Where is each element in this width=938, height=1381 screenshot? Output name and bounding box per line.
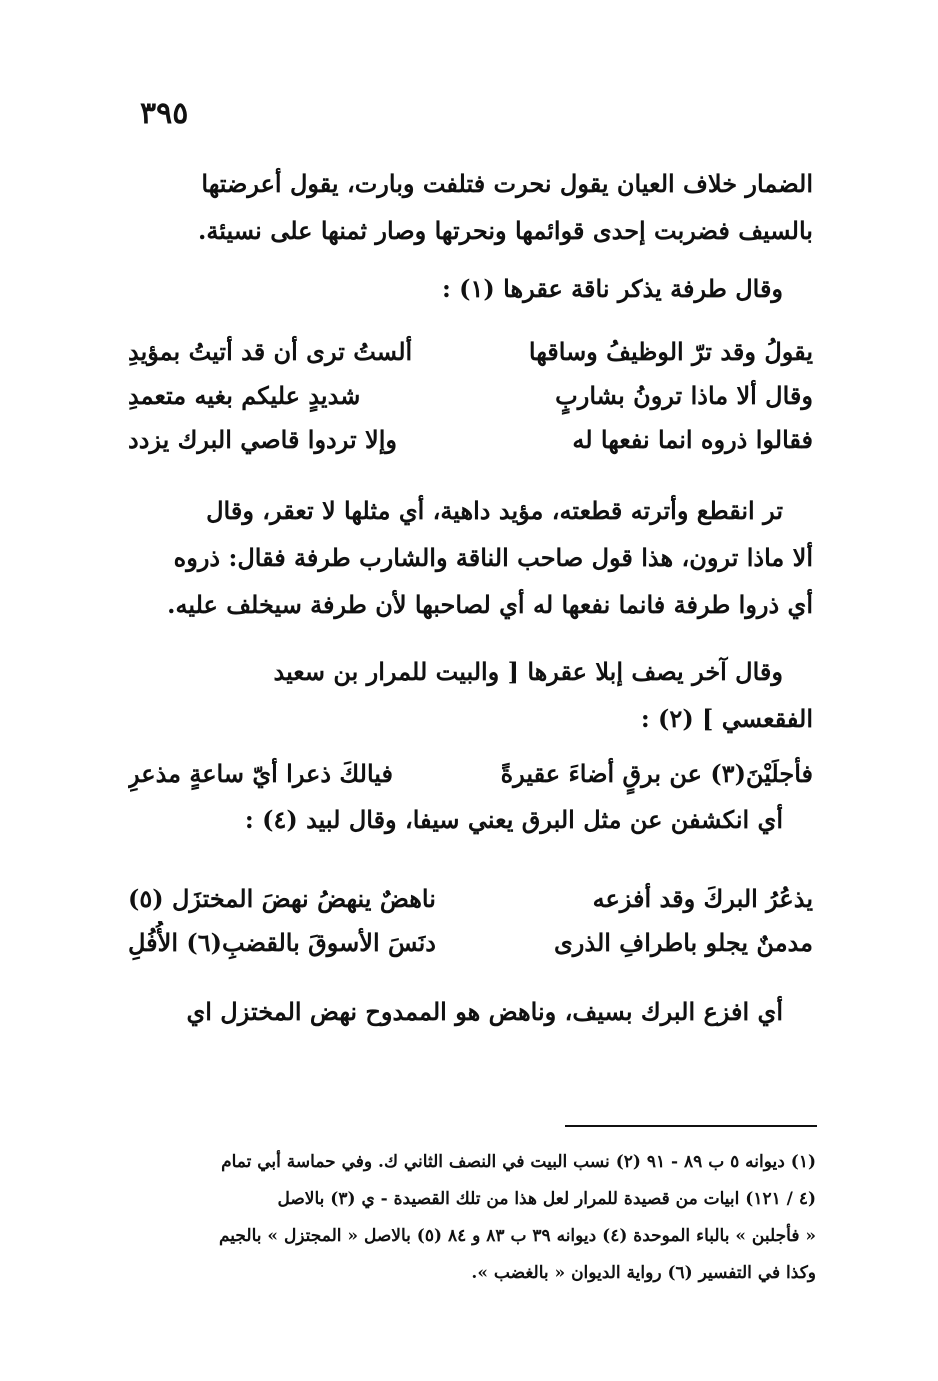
paragraph-line: بالسيف فضربت إحدى قوائمها ونحرتها وصار ثمنها على نسيئة. — [198, 216, 813, 245]
paragraph-line: أي انكشفن عن مثل البرق يعني سيفا، وقال لبيد (٤) : — [244, 805, 783, 834]
poem-intro-line: وقال طرفة يذكر ناقة عقرها (١) : — [441, 274, 783, 303]
footnote-line: (١) ديوانه ٥ ب ٨٩ - ٩١ (٢) نسب البيت في النصف الثاني ك. وفي حماسة أبي تمام — [221, 1152, 816, 1172]
poem-intro-1 — [128, 265, 813, 312]
verse-first-hemistich: فقالوا ذروه انما نفعها له — [572, 425, 813, 454]
poem-2 — [128, 752, 813, 796]
poem-intro-line: وقال آخر يصف إبلا عقرها [ والبيت للمرار بن سعيد — [273, 657, 783, 686]
verse-second-hemistich: ناهضٌ ينهضُ نهضَ المختزَل (٥) — [128, 884, 436, 913]
verse-second-hemistich: فيالكَ ذعرا أيّ ساعةٍ مذعرِ — [128, 759, 393, 788]
verse-first-hemistich: يقولُ وقد ترّ الوظيفُ وساقها — [528, 337, 813, 366]
verse — [128, 921, 813, 965]
verse-second-hemistich: وإلا تردوا قاصي البرك يزدد — [128, 425, 397, 454]
paragraph-4 — [128, 988, 813, 1035]
paragraph-3 — [128, 796, 813, 843]
verse — [128, 752, 813, 796]
footnote-line: (٤ / ١٢١) ابيات من قصيدة للمرار لعل هذا من تلك القصيدة - ي (٣) بالاصل — [277, 1189, 816, 1209]
verse-first-hemistich: فأجلَيْنَ(٣) عن برقٍ أضاءَ عقيرةً — [500, 759, 813, 788]
paragraph-2 — [128, 487, 813, 628]
paragraph-line: أي افزع البرك بسيف، وناهض هو الممدوح نهض المختزل اي — [186, 997, 783, 1026]
verse-second-hemistich: ألستُ ترى أن قد أتيتُ بمؤيدِ — [128, 337, 413, 366]
verse-second-hemistich: دنَسَ الأسوقَ بالقضبِ(٦) الأُفُلِ — [128, 928, 436, 957]
verse-first-hemistich: وقال ألا ماذا ترونُ بشاربٍ — [555, 381, 813, 410]
footnote-separator — [565, 1125, 817, 1127]
verse-first-hemistich: يذعُرُ البركَ وقد أفزعه — [592, 884, 813, 913]
paragraph-1 — [128, 160, 813, 254]
footnote-line: « فأجلبن » بالباء الموحدة (٤) ديوانه ٣٩ ب ٨٣ و ٨٤ (٥) بالاصل « المجتزل » بالجيم — [218, 1226, 816, 1246]
poem-intro-2 — [128, 648, 813, 742]
verse — [128, 330, 813, 374]
poem-intro-line: الفقعسي ] (٢) : — [640, 704, 813, 733]
paragraph-line: أي ذروا طرفة فانما نفعها له أي لصاحبها لأن طرفة سيخلف عليه. — [167, 590, 813, 619]
footnotes — [128, 1144, 816, 1292]
verse — [128, 877, 813, 921]
verse — [128, 374, 813, 418]
verse-second-hemistich: شديدٍ عليكم بغيه متعمدِ — [128, 381, 361, 410]
poem-1 — [128, 330, 813, 462]
footnote-line: وكذا في التفسير (٦) رواية الديوان « بالغضب ». — [471, 1263, 816, 1283]
paragraph-line: تر انقطع وأترته قطعته، مؤيد داهية، أي مثلها لا تعقر، وقال — [206, 496, 783, 525]
poem-3 — [128, 877, 813, 965]
page-number: ٣٩٥ — [140, 96, 189, 131]
paragraph-line: الضمار خلاف العيان يقول نحرت فتلفت وبارت، يقول أعرضتها — [201, 169, 813, 198]
verse-first-hemistich: مدمنٌ يجلو باطرافِ الذرى — [554, 928, 813, 957]
verse — [128, 418, 813, 462]
paragraph-line: ألا ماذا ترون، هذا قول صاحب الناقة والشارب طرفة فقال: ذروه — [173, 543, 813, 572]
